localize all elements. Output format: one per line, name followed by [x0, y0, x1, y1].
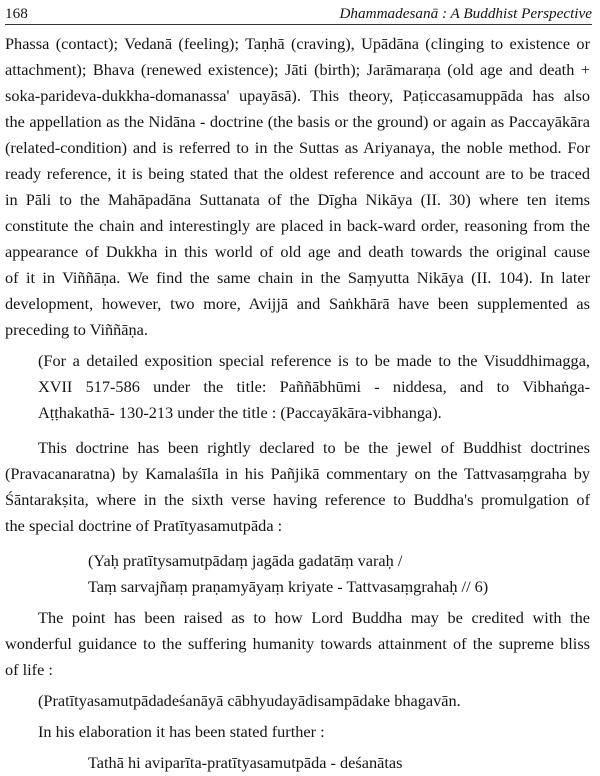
text-line: constitute the chain and interestingly are placed in back-ward order, reasoning from the [5, 216, 590, 235]
text-line: (For a detailed exposition special reference is to be made to the Visuddhimagga, [38, 351, 590, 370]
page-number: 168 [5, 5, 28, 22]
text-line: ready reference, it is being stated that the oldest reference and account are to be traced [5, 164, 590, 183]
text-line: of it in Viññāṇa. We find the same chain in the Saṃyutta Nikāya (II. 104). In later [5, 268, 590, 287]
text-line: Śāntarakṣita, where in the sixth verse having reference to Buddha's promulgation of [5, 490, 590, 509]
text-line: the appellation as the Nidāna - doctrine (the basis or the ground) or again as Paccayākāra [5, 112, 590, 131]
text-line: (Pravacanaratna) by Kamalaśīla in his Pañjikā commentary on the Tattvasaṃgraha by [5, 464, 590, 483]
text-line: XVII 517-586 under the title: Paññābhūmi - niddesa, and to Vibhaṅga- [38, 377, 590, 396]
text-line: (related-condition) and is referred to in the Suttas as Ariyanaya, the noble method. For [5, 138, 590, 157]
text-line: wonderful guidance to the suffering humanity towards attainment of the supreme bliss [5, 634, 590, 653]
text-line: (Yaḥ pratītysamutpādaṃ jagāda gadatāṃ varaḥ / [88, 551, 403, 570]
text-line: Aṭṭhakathā- 130-213 under the title : (Paccayākāra-vibhanga). [38, 403, 442, 422]
text-line: appearance of Dukkha in this world of old age and death towards the original cause [5, 242, 590, 261]
text-line: of life : [5, 660, 53, 679]
text-line: in Pāli to the Mahāpadāna Suttanata of the Dīgha Nikāya (II. 30) where ten items [5, 190, 590, 209]
running-header [5, 4, 592, 24]
text-line: Phassa (contact); Vedanā (feeling); Taṇhā (craving), Upādāna (clinging to existence or [5, 34, 590, 53]
text-line: In his elaboration it has been stated further : [38, 722, 325, 741]
header-rule [5, 24, 592, 25]
text-line: development, however, two more, Avijjā and Saṅkhārā have been supplemented as [5, 294, 590, 313]
text-line: This doctrine has been rightly declared to be the jewel of Buddhist doctrines [38, 438, 590, 457]
text-line: The point has been raised as to how Lord Buddha may be credited with the [38, 608, 590, 627]
text-line: Taṃ sarvajñaṃ praṇamyāyaṃ kriyate - Tattvasaṃgrahaḥ // 6) [88, 577, 489, 596]
text-line: attachment); Bhava (renewed existence); Jāti (birth); Jarāmaraṇa (old age and death + [5, 60, 590, 79]
text-line: Tathā hi aviparīta-pratītyasamutpāda - deśanātas [88, 753, 403, 772]
text-line: preceding to Viññāṇa. [5, 320, 148, 339]
text-line: (Pratītyasamutpādadeśanāyā cābhyudayādisampādake bhagavān. [38, 691, 461, 710]
text-line: the special doctrine of Pratītyasamutpāda : [5, 516, 283, 535]
text-line: soka-parideva-dukkha-domanassa' upayāsā). This theory, Paṭiccasamuppāda has also [5, 86, 590, 105]
running-title: Dhammadesanā : A Buddhist Perspective [339, 5, 592, 22]
